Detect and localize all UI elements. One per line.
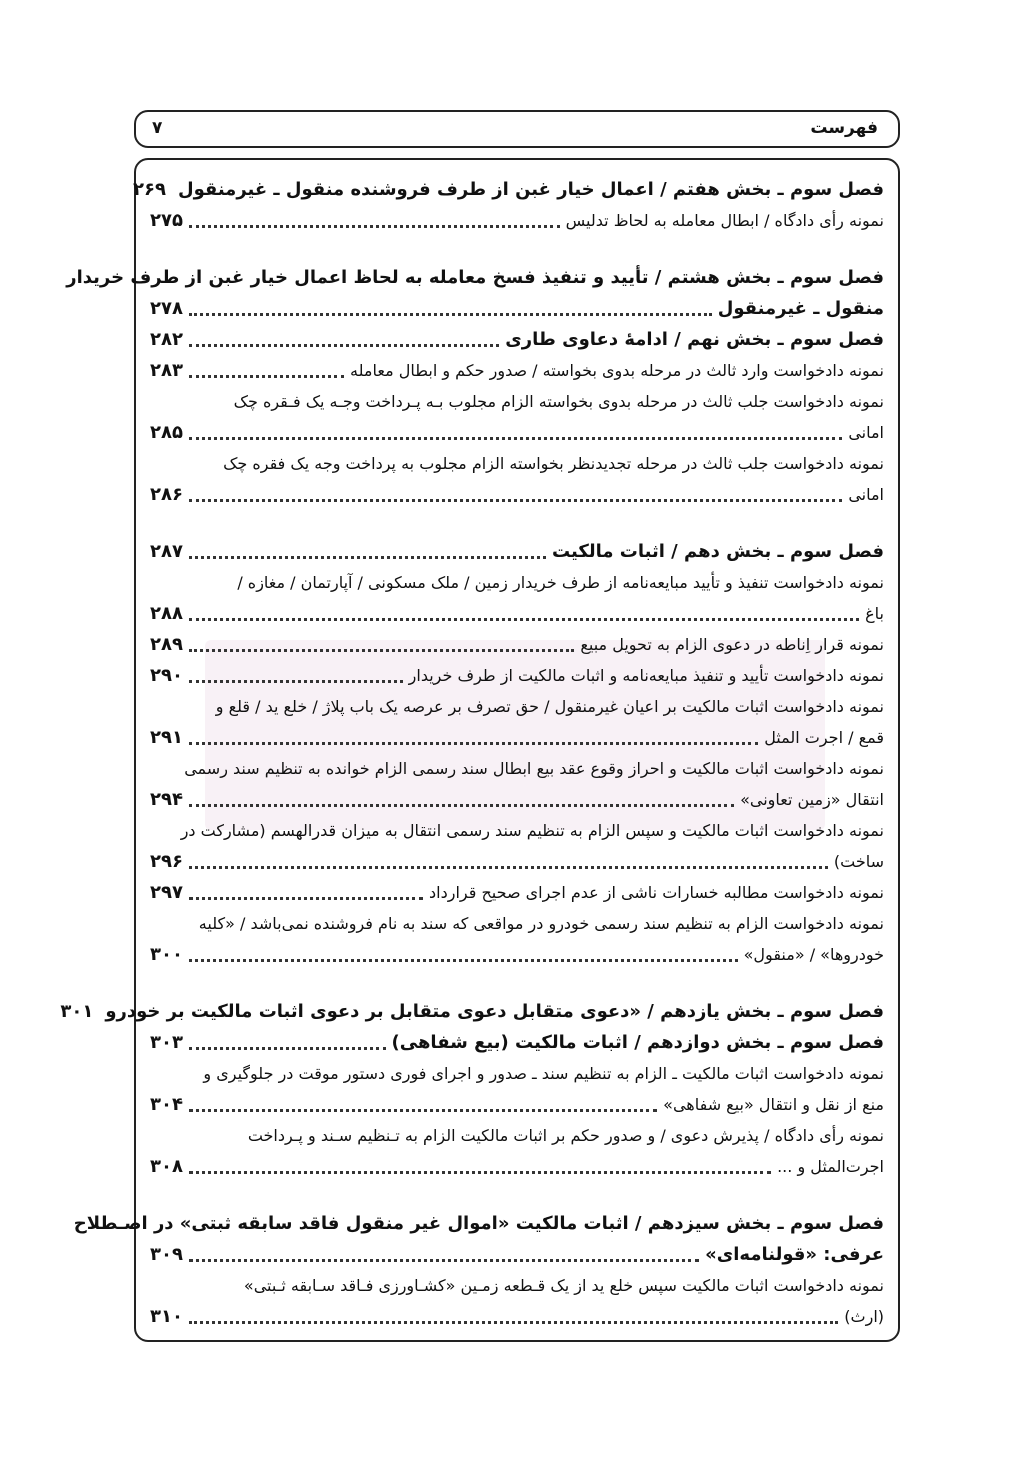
entry-page-number: ۲۸۸: [150, 603, 183, 624]
entry-row: [150, 1089, 884, 1120]
entry-row: [150, 293, 884, 324]
entry-page-number: ۳۰۰: [150, 944, 183, 965]
toc-chapter-entry[interactable]: [150, 536, 884, 567]
entry-page-number: ۲۸۵: [150, 422, 183, 443]
toc-item-entry[interactable]: [150, 908, 884, 970]
toc-item-entry[interactable]: [150, 877, 884, 908]
entry-title-line: نمونه دادخواست تنفیذ و تأیید مبایعه‌نامه از طرف خریدار زمین / ملک مسکونی / آپارتمان / مغازه /: [237, 573, 884, 592]
header-title: فهرست: [810, 118, 878, 138]
entry-row: [150, 846, 884, 877]
leader-dots: [189, 1170, 771, 1174]
entry-page-number: ۲۸۹: [150, 634, 183, 655]
entry-title: نمونه قرار اِناطه در دعوی الزام به تحویل مبیع: [580, 635, 884, 654]
toc-item-entry[interactable]: [150, 629, 884, 660]
entry-page-number: ۲۹۷: [150, 882, 183, 903]
entry-title: (ارث): [844, 1307, 884, 1326]
entry-title-line: نمونه دادخواست اثبات مالکیت ـ الزام به تنظیم سند ـ صدور و اجرای فوری دستور موقت در جلوگیری و: [203, 1064, 884, 1083]
toc-chapter-entry[interactable]: [150, 324, 884, 355]
entry-title: انتقال «زمین تعاونی»: [740, 790, 884, 809]
entry-title: نمونه دادخواست تأیید و تنفیذ مبایعه‌نامه و اثبات مالکیت از طرف خریدار: [408, 666, 884, 685]
entry-page-number: ۲۷۵: [150, 210, 183, 231]
entry-title-line: نمونه دادخواست اثبات مالکیت سپس خلع ید از یک قـطعه زمـین «کشـاورزی فـاقد سـابقه ثـبتی»: [243, 1276, 884, 1295]
entry-page-number: ۲۹۱: [150, 727, 183, 748]
entry-title-line: نمونه دادخواست اثبات مالکیت بر اعیان غیرمنقول / حق تصرف بر عرصه یک باب پلاژ / خلع ید / قلع و: [215, 697, 884, 716]
entry-row: [150, 1027, 884, 1058]
entry-title: فصل سوم ـ بخش دهم / اثبات مالکیت: [551, 541, 884, 562]
entry-page-number: ۲۹۴: [150, 789, 183, 810]
entry-row: [150, 205, 884, 236]
entry-page-number: ۲۶۹: [133, 179, 166, 200]
entry-title-line: نمونه رأی دادگاه / پذیرش دعوی / و صدور حکم بر اثبات مالکیت الزام به تـنظیم سـند و پـرداخت: [247, 1126, 884, 1145]
leader-dots: [189, 1258, 699, 1262]
entry-row: [133, 174, 884, 205]
leader-dots: [189, 865, 828, 869]
leader-dots: [189, 1046, 386, 1050]
leader-dots: [189, 1320, 838, 1324]
entry-page-number: ۲۸۳: [150, 360, 183, 381]
entry-page-number: ۳۱۰: [150, 1306, 183, 1327]
entry-title: امانی: [848, 485, 884, 504]
entry-title-line: فصل سوم ـ بخش هشتم / تأیید و تنفیذ فسخ معامله به لحاظ اعمال خیار غبن از طرف خریدار: [66, 267, 884, 288]
entry-title: نمونه دادخواست مطالبه خسارات ناشی از عدم اجرای صحیح قرارداد: [429, 883, 884, 902]
entry-row: [150, 784, 884, 815]
leader-dots: [189, 436, 842, 440]
entry-row: [150, 877, 884, 908]
toc-chapter-entry[interactable]: [133, 174, 884, 205]
leader-dots: [189, 555, 546, 559]
entry-row: [150, 660, 884, 691]
entry-row: [150, 479, 884, 510]
entry-title: فصل سوم ـ بخش دوازدهم / اثبات مالکیت (بیع شفاهی): [391, 1032, 884, 1053]
header-page-number: ۷: [152, 118, 163, 138]
leader-dots: [189, 648, 574, 652]
leader-dots: [189, 617, 859, 621]
toc-item-entry[interactable]: [150, 355, 884, 386]
entry-page-number: ۳۰۹: [150, 1244, 183, 1265]
leader-dots: [189, 896, 423, 900]
entry-page-number: ۲۸۶: [150, 484, 183, 505]
toc-item-entry[interactable]: [150, 386, 884, 448]
toc-chapter-entry[interactable]: [60, 996, 884, 1027]
entry-title: نمونه دادخواست وارد ثالث در مرحله بدوی بخواسته / صدور حکم و ابطال معامله: [350, 361, 884, 380]
entry-title: فصل سوم ـ بخش نهم / ادامهٔ دعاوی طاری: [505, 329, 884, 350]
leader-dots: [189, 224, 560, 228]
section-gap: [150, 510, 884, 536]
toc-item-entry[interactable]: [150, 1270, 884, 1332]
entry-page-number: ۲۸۷: [150, 541, 183, 562]
toc-chapter-entry[interactable]: [150, 1027, 884, 1058]
entry-row: [150, 1301, 884, 1332]
toc-box: [60, 158, 900, 1342]
entry-title-line: نمونه دادخواست جلب ثالث در مرحله بدوی بخواسته الزام مجلوب بـه پـرداخت وجـه یک فـقره چک: [233, 392, 884, 411]
section-gap: [150, 1182, 884, 1208]
leader-dots: [189, 374, 344, 378]
entry-page-number: ۳۰۱: [60, 1001, 94, 1022]
entry-title: عرفی: «قولنامه‌ای»: [705, 1244, 884, 1265]
entry-page-number: ۳۰۳: [150, 1032, 183, 1053]
entry-row: [150, 1239, 884, 1270]
entry-title: قمع / اجرت المثل: [764, 728, 884, 747]
entry-row: [150, 722, 884, 753]
entry-page-number: ۲۹۶: [150, 851, 183, 872]
entry-row: [150, 324, 884, 355]
toc-item-entry[interactable]: [150, 815, 884, 877]
entry-page-number: ۳۰۴: [150, 1094, 183, 1115]
entry-title: اجرت‌المثل و ...: [777, 1157, 884, 1176]
entry-page-number: ۲۷۸: [150, 298, 183, 319]
entry-title: منقول ـ غیرمنقول: [717, 298, 884, 319]
page-header: [134, 110, 900, 148]
toc-item-entry[interactable]: [150, 1120, 884, 1182]
entry-title-line: نمونه دادخواست اثبات مالکیت و احراز وقوع عقد بیع ابطال سند رسمی الزام خوانده به تنظیم سند رسمی: [184, 759, 884, 778]
toc-chapter-entry[interactable]: [73, 1208, 884, 1270]
entry-row: [60, 996, 884, 1027]
entry-page-number: ۲۹۰: [150, 665, 183, 686]
leader-dots: [189, 343, 499, 347]
entry-row: [150, 1151, 884, 1182]
entry-row: [150, 417, 884, 448]
leader-dots: [189, 498, 842, 502]
leader-dots: [189, 803, 734, 807]
leader-dots: [189, 741, 758, 745]
leader-dots: [189, 679, 403, 683]
entry-title: فصل سوم ـ بخش یازدهم / «دعوی متقابل دعوی متقابل بر دعوی اثبات مالکیت بر خودرو: [105, 1001, 884, 1022]
entry-row: [150, 536, 884, 567]
toc-chapter-entry[interactable]: [66, 262, 884, 324]
entry-title: امانی: [848, 423, 884, 442]
entry-row: [150, 598, 884, 629]
entry-title: نمونه رأی دادگاه / ابطال معامله به لحاظ تدلیس: [565, 211, 884, 230]
toc-item-entry[interactable]: [150, 205, 884, 236]
entry-row: [150, 939, 884, 970]
leader-dots: [189, 1108, 657, 1112]
toc-item-entry[interactable]: [150, 691, 884, 753]
entry-title-line: نمونه دادخواست الزام به تنظیم سند رسمی خودرو در مواقعی که سند به نام فروشنده نمی‌باشد / «کلیه: [198, 914, 884, 933]
entry-title: ساخت): [833, 852, 884, 871]
entry-title: منع از نقل و انتقال «بیع شفاهی»: [663, 1095, 884, 1114]
toc-item-entry[interactable]: [150, 448, 884, 510]
entry-page-number: ۳۰۸: [150, 1156, 183, 1177]
entry-title: فصل سوم ـ بخش هفتم / اعمال خیار غبن از طرف فروشنده منقول ـ غیرمنقول: [177, 179, 884, 200]
entry-title-line: فصل سوم ـ بخش سیزدهم / اثبات مالکیت «اموال غیر منقول فاقد سابقه ثبتی» در اصـطلاح: [73, 1213, 884, 1234]
entry-title-line: نمونه دادخواست جلب ثالث در مرحله تجدیدنظر بخواسته الزام مجلوب به پرداخت وجه یک فقره چک: [223, 454, 884, 473]
section-gap: [150, 236, 884, 262]
entry-title-line: نمونه دادخواست اثبات مالکیت و سپس الزام به تنظیم سند رسمی انتقال به میزان قدرالهسم (مشارکت در: [180, 821, 884, 840]
entry-row: [150, 355, 884, 386]
toc-item-entry[interactable]: [150, 567, 884, 629]
section-gap: [150, 970, 884, 996]
toc-item-entry[interactable]: [150, 753, 884, 815]
leader-dots: [189, 312, 712, 316]
entry-title: خودروها» / «منقول»: [743, 945, 884, 964]
entry-row: [150, 629, 884, 660]
entry-page-number: ۲۸۲: [150, 329, 183, 350]
toc-item-entry[interactable]: [150, 1058, 884, 1120]
toc-item-entry[interactable]: [150, 660, 884, 691]
leader-dots: [189, 958, 738, 962]
entry-title: باغ: [865, 604, 884, 623]
